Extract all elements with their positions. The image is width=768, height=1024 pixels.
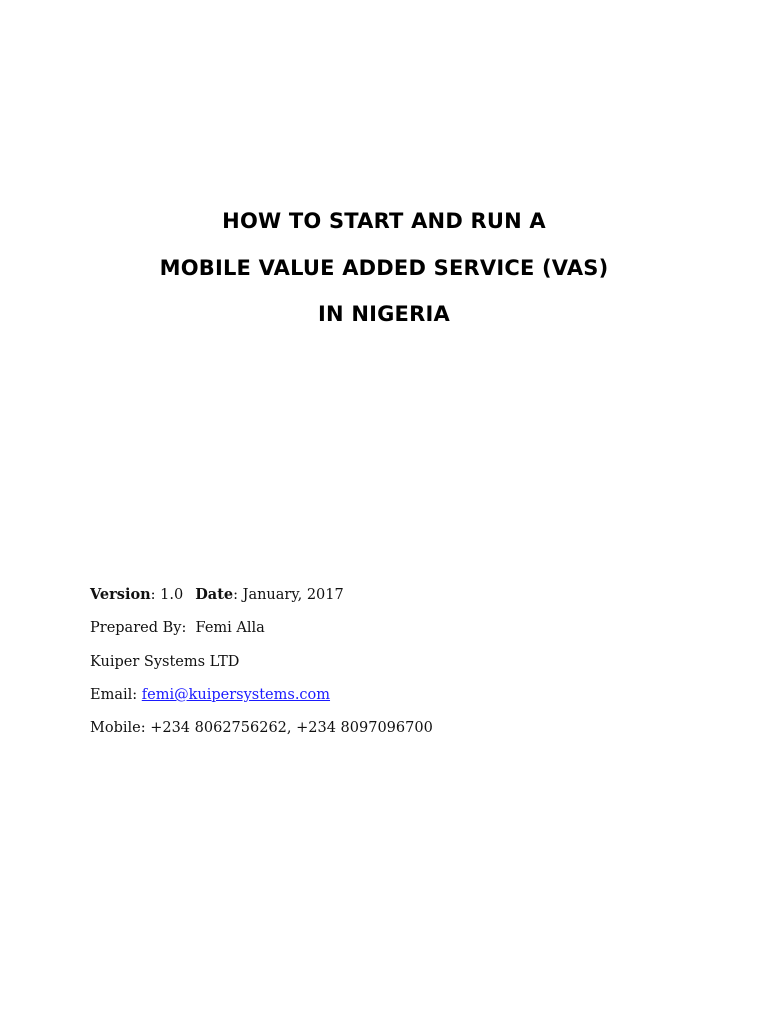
date-label: Date xyxy=(195,586,234,603)
title-line-1: HOW TO START AND RUN A xyxy=(222,209,546,233)
version-date-line xyxy=(90,578,730,612)
document-title xyxy=(0,198,768,338)
version-value: : 1.0 xyxy=(150,587,184,603)
title-line-3: IN NIGERIA xyxy=(318,302,450,326)
mobile-line: Mobile: +234 8062756262, +234 8097096700 xyxy=(90,720,433,737)
prepared-by-line: Prepared By: Femi Alla xyxy=(90,620,265,637)
email-label: Email: xyxy=(90,686,142,703)
email-line xyxy=(90,679,730,712)
date-value: : January, 2017 xyxy=(233,587,344,603)
email-link[interactable]: femi@kuipersystems.com xyxy=(141,686,331,703)
document-metadata xyxy=(90,578,730,745)
title-line-2: MOBILE VALUE ADDED SERVICE (VAS) xyxy=(159,255,609,280)
company-line: Kuiper Systems LTD xyxy=(90,653,240,670)
version-label: Version xyxy=(90,586,151,603)
